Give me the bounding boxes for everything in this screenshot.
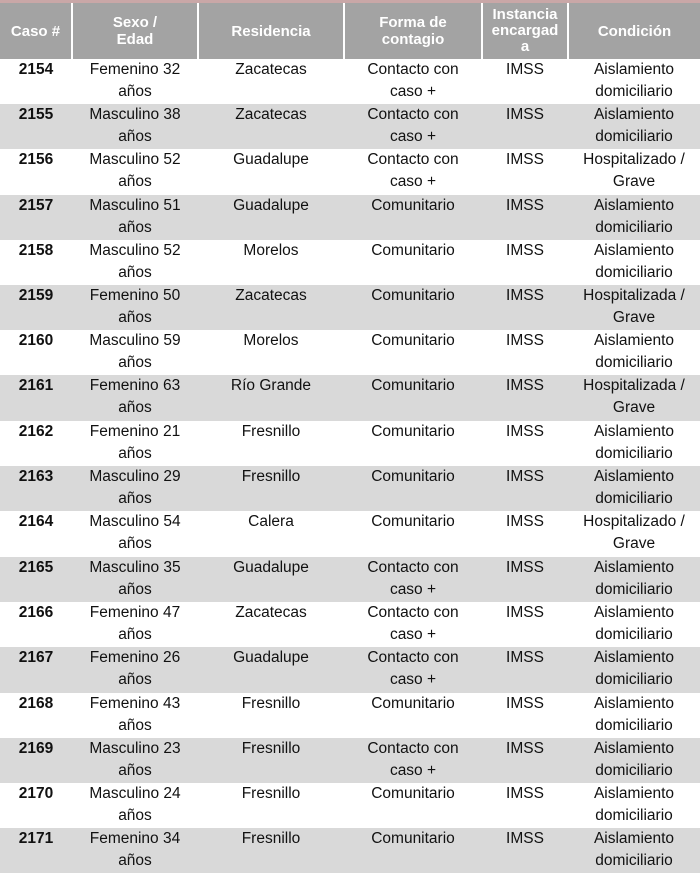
cell-condicion: Aislamiento domiciliario [568,783,700,828]
cell-residencia: Fresnillo [198,466,344,511]
cell-instancia: IMSS [482,59,568,104]
cell-caso: 2169 [0,738,72,783]
cell-caso: 2155 [0,104,72,149]
cell-condicion: Aislamiento domiciliario [568,466,700,511]
cell-forma-contagio: Comunitario [344,511,482,557]
cell-residencia: Zacatecas [198,104,344,149]
cell-sexo-edad: Masculino 59 años [72,330,198,375]
cell-sexo-edad: Masculino 52 años [72,149,198,195]
table-row [0,330,700,375]
header-row [0,3,700,59]
table-row [0,375,700,421]
cell-sexo-edad: Femenino 43 años [72,693,198,738]
cell-instancia: IMSS [482,647,568,693]
cell-caso: 2166 [0,602,72,647]
cell-forma-contagio: Contacto con caso + [344,738,482,783]
cell-forma-contagio: Comunitario [344,285,482,330]
cell-sexo-edad: Masculino 29 años [72,466,198,511]
cell-sexo-edad: Femenino 32 años [72,59,198,104]
cell-condicion: Aislamiento domiciliario [568,693,700,738]
cell-sexo-edad: Masculino 35 años [72,557,198,602]
cell-sexo-edad: Masculino 38 años [72,104,198,149]
cell-residencia: Fresnillo [198,738,344,783]
cell-caso: 2158 [0,240,72,285]
cell-forma-contagio: Contacto con caso + [344,602,482,647]
cell-residencia: Fresnillo [198,828,344,873]
table-row [0,828,700,873]
cell-instancia: IMSS [482,240,568,285]
table-row [0,647,700,693]
cell-caso: 2156 [0,149,72,195]
table-row [0,285,700,330]
cell-caso: 2161 [0,375,72,421]
cell-residencia: Fresnillo [198,783,344,828]
cell-residencia: Calera [198,511,344,557]
cases-table [0,3,700,873]
cell-instancia: IMSS [482,693,568,738]
cell-condicion: Hospitalizado / Grave [568,149,700,195]
cell-residencia: Fresnillo [198,693,344,738]
cell-forma-contagio: Contacto con caso + [344,557,482,602]
header-residencia: Residencia [198,3,344,59]
cell-residencia: Zacatecas [198,285,344,330]
cell-caso: 2157 [0,195,72,240]
table-row [0,602,700,647]
table-row [0,104,700,149]
cell-forma-contagio: Comunitario [344,466,482,511]
cell-condicion: Hospitalizado / Grave [568,511,700,557]
table-row [0,149,700,195]
cell-instancia: IMSS [482,104,568,149]
header-condicion: Condición [568,3,700,59]
cell-forma-contagio: Contacto con caso + [344,149,482,195]
cell-instancia: IMSS [482,557,568,602]
cell-condicion: Aislamiento domiciliario [568,738,700,783]
cell-condicion: Aislamiento domiciliario [568,647,700,693]
cell-caso: 2165 [0,557,72,602]
cell-residencia: Guadalupe [198,149,344,195]
cell-forma-contagio: Contacto con caso + [344,104,482,149]
cell-forma-contagio: Contacto con caso + [344,647,482,693]
cell-condicion: Aislamiento domiciliario [568,330,700,375]
header-caso: Caso # [0,3,72,59]
cell-instancia: IMSS [482,149,568,195]
cell-sexo-edad: Femenino 34 años [72,828,198,873]
cell-caso: 2160 [0,330,72,375]
cell-residencia: Guadalupe [198,647,344,693]
cell-forma-contagio: Contacto con caso + [344,59,482,104]
cell-sexo-edad: Masculino 52 años [72,240,198,285]
cell-forma-contagio: Comunitario [344,330,482,375]
cell-residencia: Morelos [198,330,344,375]
cell-sexo-edad: Masculino 54 años [72,511,198,557]
cell-instancia: IMSS [482,375,568,421]
cell-residencia: Guadalupe [198,557,344,602]
cell-forma-contagio: Comunitario [344,828,482,873]
cell-instancia: IMSS [482,330,568,375]
table-row [0,240,700,285]
cell-instancia: IMSS [482,828,568,873]
cell-instancia: IMSS [482,285,568,330]
header-sexo-edad: Sexo / Edad [72,3,198,59]
cell-sexo-edad: Masculino 24 años [72,783,198,828]
cell-caso: 2171 [0,828,72,873]
cell-sexo-edad: Femenino 26 años [72,647,198,693]
cell-instancia: IMSS [482,511,568,557]
cell-residencia: Zacatecas [198,59,344,104]
cell-condicion: Aislamiento domiciliario [568,421,700,466]
cell-condicion: Aislamiento domiciliario [568,59,700,104]
cell-instancia: IMSS [482,466,568,511]
cell-forma-contagio: Comunitario [344,783,482,828]
cell-caso: 2164 [0,511,72,557]
cell-instancia: IMSS [482,738,568,783]
cell-condicion: Aislamiento domiciliario [568,240,700,285]
cell-caso: 2167 [0,647,72,693]
cell-condicion: Aislamiento domiciliario [568,602,700,647]
table-row [0,738,700,783]
cell-sexo-edad: Masculino 23 años [72,738,198,783]
cell-condicion: Aislamiento domiciliario [568,557,700,602]
cell-condicion: Aislamiento domiciliario [568,828,700,873]
cell-instancia: IMSS [482,602,568,647]
table-row [0,421,700,466]
cell-caso: 2162 [0,421,72,466]
cell-condicion: Aislamiento domiciliario [568,195,700,240]
table-row [0,557,700,602]
cell-instancia: IMSS [482,783,568,828]
cell-forma-contagio: Comunitario [344,693,482,738]
cell-residencia: Morelos [198,240,344,285]
cell-caso: 2168 [0,693,72,738]
cell-sexo-edad: Masculino 51 años [72,195,198,240]
cell-instancia: IMSS [482,421,568,466]
table-row [0,783,700,828]
cell-condicion: Hospitalizada / Grave [568,285,700,330]
header-forma-contagio: Forma de contagio [344,3,482,59]
cell-condicion: Hospitalizada / Grave [568,375,700,421]
table-row [0,195,700,240]
cell-forma-contagio: Comunitario [344,195,482,240]
cell-condicion: Aislamiento domiciliario [568,104,700,149]
cell-residencia: Zacatecas [198,602,344,647]
table-row [0,693,700,738]
table-row [0,511,700,557]
cell-caso: 2154 [0,59,72,104]
cell-instancia: IMSS [482,195,568,240]
cell-forma-contagio: Comunitario [344,421,482,466]
cell-residencia: Río Grande [198,375,344,421]
cell-forma-contagio: Comunitario [344,240,482,285]
cell-forma-contagio: Comunitario [344,375,482,421]
cell-sexo-edad: Femenino 21 años [72,421,198,466]
cell-caso: 2170 [0,783,72,828]
cell-caso: 2159 [0,285,72,330]
table-row [0,59,700,104]
cell-residencia: Guadalupe [198,195,344,240]
cell-residencia: Fresnillo [198,421,344,466]
header-instancia: Instancia encargad a [482,3,568,59]
cell-caso: 2163 [0,466,72,511]
table-row [0,466,700,511]
cell-sexo-edad: Femenino 47 años [72,602,198,647]
cell-sexo-edad: Femenino 63 años [72,375,198,421]
cell-sexo-edad: Femenino 50 años [72,285,198,330]
